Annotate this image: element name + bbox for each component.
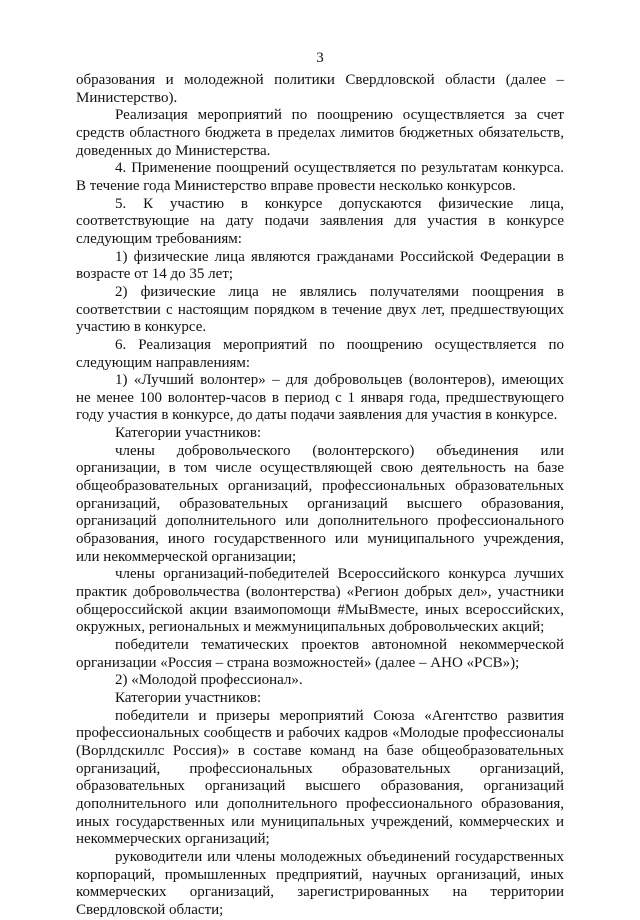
paragraph-ministry-continuation: образования и молодежной политики Свердловской области (далее – Министерство). — [76, 72, 564, 106]
paragraph-clause-4: 4. Применение поощрений осуществляется по результатам конкурса. В течение года Министерство вправе провести несколько конкурсов. — [76, 160, 564, 194]
paragraph-category-youth-leaders: руководители или члены молодежных объединений государственных корпораций, промышленных предприятий, научных организаций, иных коммерческих организаций, зарегистрированных на территории Свердловской области; — [76, 848, 564, 918]
paragraph-category-contest-winners: члены организаций-победителей Всероссийского конкурса лучших практик добровольчества (волонтерства) «Регион добрых дел», участники общероссийской акции взаимопомощи #МыВместе, иных всероссийских, окружных, региональных и межмуниципальных добровольческих акций; — [76, 566, 564, 636]
paragraph-category-worldskills: победители и призеры мероприятий Союза «Агентство развития профессиональных сообществ и рабочих кадров «Молодые профессионалы (Ворлдскиллс Россия)» в составе команд на базе общеобразовательных организаций, профессиональных образовательных организаций, образовательных организаций высшего образования, организаций дополнительного или дополнительного профессионального образования, иных государственных или муниципальных учреждений, коммерческих и некоммерческих организаций; — [76, 707, 564, 848]
page-number: 3 — [316, 50, 324, 66]
paragraph-clause-5-item-2: 2) физические лица не являлись получателями поощрения в соответствии с настоящим порядком в течение двух лет, предшествующих участию в конкурсе. — [76, 283, 564, 336]
paragraph-category-rsv-winners: победители тематических проектов автономной некоммерческой организации «Россия – страна возможностей» (далее – АНО «РСВ»); — [76, 637, 564, 671]
paragraph-clause-5: 5. К участию в конкурсе допускаются физические лица, соответствующие на дату подачи заявления для участия в конкурсе следующим требованиям: — [76, 195, 564, 247]
paragraph-categories-heading-2: Категории участников: — [115, 689, 262, 706]
document-body — [76, 72, 564, 920]
paragraph-clause-6: 6. Реализация мероприятий по поощрению осуществляется по следующим направлениям: — [76, 336, 564, 371]
paragraph-category-volunteer-members: члены добровольческого (волонтерского) объединения или организации, в том числе осуществляющей свою деятельность на базе общеобразовательных организаций, профессиональных образовательных организаций, образовательных организаций высшего образования, организаций дополнительного или дополнительного профессионального образования, иного государственного или муниципального учреждения, или некоммерческой организации; — [76, 442, 564, 565]
paragraph-categories-heading-1: Категории участников: — [115, 425, 262, 442]
paragraph-clause-5-item-1: 1) физические лица являются гражданами Российской Федерации в возрасте от 14 до 35 лет; — [76, 248, 564, 283]
paragraph-funding: Реализация мероприятий по поощрению осуществляется за счет средств областного бюджета в пределах лимитов бюджетных обязательств, доведенных до Министерства. — [76, 107, 564, 159]
paragraph-young-professional: 2) «Молодой профессионал». — [115, 672, 303, 689]
paragraph-best-volunteer: 1) «Лучший волонтер» – для добровольцев (волонтеров), имеющих не менее 100 волонтер-часов в период с 1 января года, предшествующего году участия в конкурсе, до даты подачи заявления для участия в конкурсе. — [76, 372, 564, 424]
